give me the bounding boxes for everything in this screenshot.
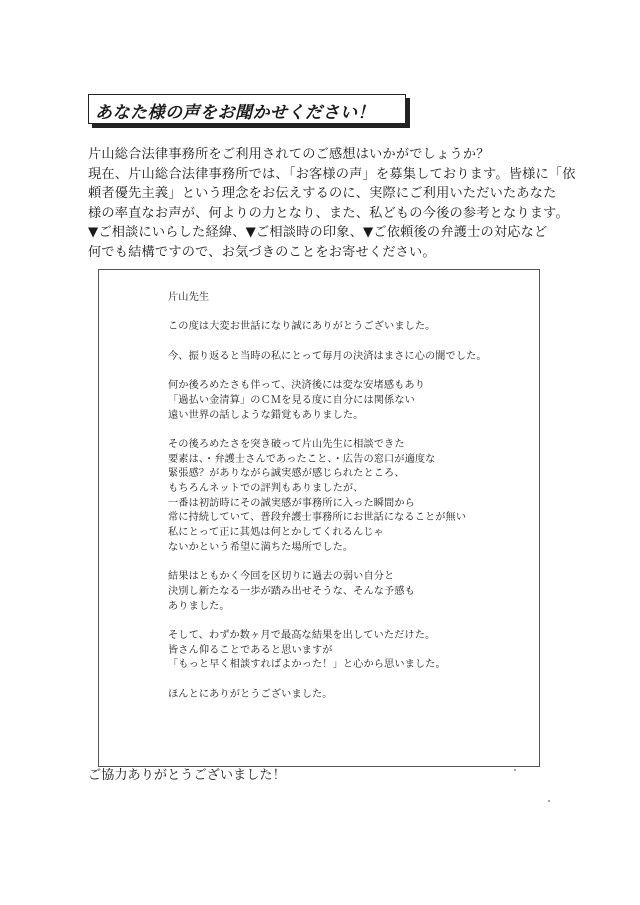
intro-paragraph: [88, 145, 576, 263]
letter-line: [168, 364, 528, 379]
scan-speck: [548, 800, 550, 802]
letter-line: [168, 423, 528, 438]
letter-line: [168, 556, 528, 571]
letter-line: 「もっと早く相談すればよかった！」と心から思いました。: [168, 659, 446, 671]
scan-speck: [514, 769, 516, 771]
letter-line: 私にとって正に其処は何とかしてくれるんじゃ: [168, 527, 384, 539]
intro-line: ▼ご相談にいらした経緯、▼ご相談時の印象、▼ご依頼後の弁護士の対応など: [88, 225, 548, 241]
customer-letter: [168, 291, 528, 703]
letter-line: そして、わずか数ヶ月で最高な結果を出していただけた。: [168, 630, 436, 642]
letter-line: 決別し新たなる一歩が踏み出せそうな、そんな予感も: [168, 585, 415, 597]
letter-line: 一番は初訪時にその誠実感が事務所に入った瞬間から: [168, 497, 415, 509]
letter-line: [168, 614, 528, 629]
intro-line: 頼者優先主義」という理念をお伝えするのに、実際にご利用いただいたあなた: [88, 186, 557, 202]
page-title: あなた様の声をお聞かせください！: [95, 103, 375, 123]
letter-line: 遠い世界の話しような錯覚もありました。: [168, 409, 364, 421]
intro-line: 何でも結構ですので、お気づきのことをお寄せください。: [88, 244, 436, 260]
letter-line: 何か後ろめたさも伴って、決済後には変な安堵感もあり: [168, 380, 425, 392]
letter-line: 片山先生: [168, 292, 210, 303]
letter-line: その後ろめたさを突き破って片山先生に相談できた: [168, 438, 405, 450]
letter-line: ないかという希望に満ちた場所でした。: [168, 541, 354, 553]
letter-line: 緊張感？がありながら誠実感が感じられたところ、: [168, 468, 405, 480]
title-box: [88, 94, 406, 124]
letter-line: 要素は、・弁護士さんであったこと、・広告の窓口が適度な: [168, 453, 436, 465]
letter-line: 「過払い金清算」のＣＭを見る度に自分には関係ない: [168, 394, 415, 406]
intro-line: 片山総合法律事務所をご利用されてのご感想はいかがでしょうか？: [88, 147, 490, 162]
letter-line: もちろんネットでの評判もありましたが、: [168, 483, 364, 495]
letter-line: 常に持続していて、普段弁護士事務所にお世話になることが無い: [168, 512, 467, 524]
letter-line: この度は大変お世話になり誠にありがとうございました。: [168, 321, 436, 333]
intro-line: 現在、片山総合法律事務所では、「お客様の声」を募集しております。皆様に「依: [88, 166, 576, 182]
letter-line: [168, 673, 528, 688]
letter-line: ありました。: [168, 600, 230, 612]
letter-line: [168, 335, 528, 350]
closing-thanks: ご協力ありがとうございました！: [88, 768, 286, 783]
letter-line: 今、振り返ると当時の私にとって毎月の決済はまさに心の闇でした。: [168, 350, 487, 362]
letter-line: 結果はともかく今回を区切りに過去の弱い自分と: [168, 571, 395, 583]
intro-line: 様の率直なお声が、何よりの力となり、また、私どもの今後の参考となります。: [88, 205, 569, 221]
letter-line: ほんとにありがとうございました。: [168, 688, 333, 700]
letter-line: 皆さん仰ることであると思いますが: [168, 644, 333, 656]
letter-line: [168, 306, 528, 321]
